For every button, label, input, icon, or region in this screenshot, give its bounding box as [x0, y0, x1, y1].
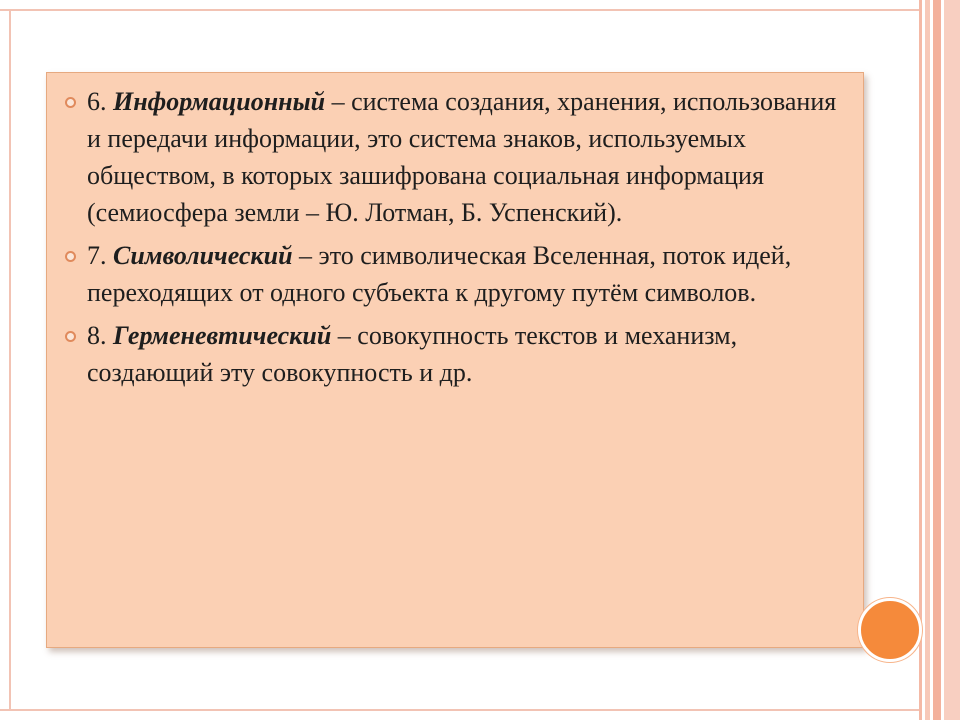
bullet-text: – совокупность текстов и механизм, создающий эту совокупность и др.	[87, 321, 738, 387]
bullet-number: 8.	[87, 321, 107, 350]
frame-top-line	[0, 9, 920, 11]
bullet-marker-icon	[65, 97, 76, 108]
bullet-number: 6.	[87, 87, 107, 116]
bullet-term: Информационный	[113, 87, 326, 116]
bullet-text: – это символическая Вселенная, поток идей, переходящих от одного субъекта к другому путём символов.	[87, 241, 792, 307]
frame-left-line	[9, 9, 11, 711]
bullet-term: Символический	[113, 241, 293, 270]
bullet-number: 7.	[87, 241, 107, 270]
content-panel	[46, 72, 864, 648]
bullet-list	[47, 73, 863, 391]
bullet-marker-icon	[65, 251, 76, 262]
decorative-stripe	[919, 0, 922, 720]
bullet-marker-icon	[65, 331, 76, 342]
decorative-stripe	[933, 0, 941, 720]
orange-circle-decoration	[858, 598, 922, 662]
decorative-stripe	[944, 0, 960, 720]
bullet-item-symbolic	[87, 237, 839, 311]
bullet-term: Герменевтический	[113, 321, 332, 350]
bullet-item-informational	[87, 83, 839, 231]
decorative-stripe	[925, 0, 930, 720]
frame-bottom-line	[0, 709, 920, 711]
bullet-text: – система создания, хранения, использования и передачи информации, это система знаков, используемых обществом, в которых зашифрована социальная информация (семиосфера земли – Ю. Лотман, Б. Успенский).	[87, 87, 837, 227]
bullet-item-hermeneutic	[87, 317, 839, 391]
